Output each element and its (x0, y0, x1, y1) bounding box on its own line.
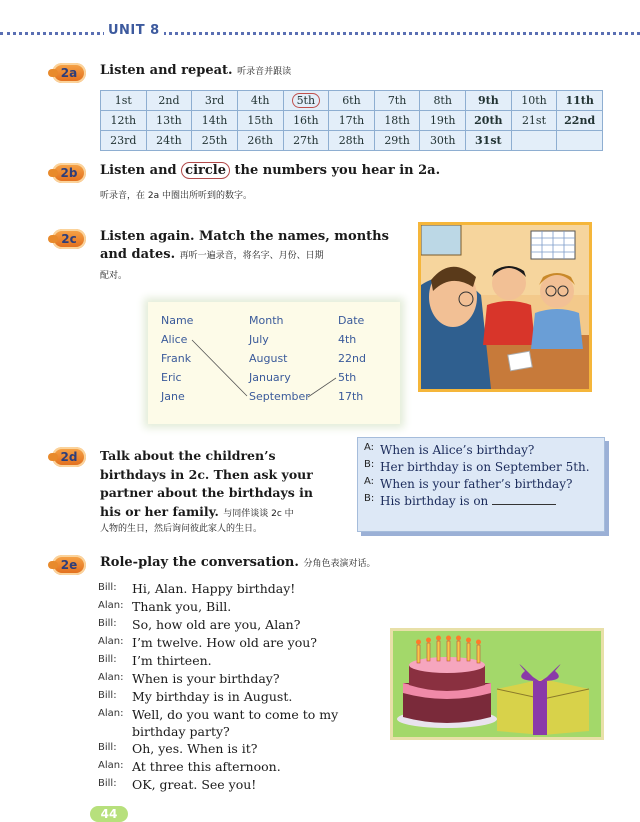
line-text: Well, do you want to come to my birthday party? (132, 707, 339, 739)
heading-2c-line2-cn: 再听一遍录音，将名字、月份、日期 (179, 251, 324, 261)
ordinal-cell (511, 131, 557, 151)
heading-2e-text: Role-play the conversation. (100, 555, 299, 570)
ordinal-cell (101, 111, 147, 131)
page-number: 44 (90, 806, 128, 822)
header-name: Name (161, 314, 194, 327)
conversation-line (98, 706, 378, 740)
month-item: January (249, 371, 291, 384)
speaker: Bill: (98, 582, 117, 593)
ordinal-cell (420, 91, 466, 111)
ordinal-text: 29th (384, 134, 410, 147)
ordinal-text: 1st (114, 94, 132, 107)
line-text: I’m thirteen. (132, 653, 212, 668)
ordinal-cell (466, 91, 512, 111)
conversation-line (98, 634, 378, 652)
ordinal-text: 8th (433, 94, 452, 107)
conversation (98, 580, 378, 794)
line-text: I’m twelve. How old are you? (132, 635, 317, 650)
ordinal-cell (374, 131, 420, 151)
ordinal-text: 20th (474, 114, 503, 127)
line-text: Thank you, Bill. (132, 599, 232, 614)
ordinal-cell (466, 111, 512, 131)
ordinal-text: 25th (201, 134, 228, 147)
answer-blank (492, 493, 556, 505)
dialog-line (364, 493, 598, 510)
heading-2e-cn: 分角色表演对话。 (303, 559, 376, 569)
ordinal-cell (146, 91, 192, 111)
speaker: Alan: (98, 672, 124, 683)
ordinal-text: 9th (477, 94, 499, 107)
ordinal-cell (511, 111, 557, 131)
ordinal-text: 22nd (564, 114, 596, 127)
match-line-september-5th (308, 378, 336, 397)
instruction-2d-line: Talk about the children’s (100, 448, 276, 463)
ordinal-cell (283, 91, 329, 111)
conversation-line (98, 670, 378, 688)
ordinal-cell (146, 131, 192, 151)
ordinal-text: 12th (110, 114, 137, 127)
ordinal-text: 17th (338, 114, 365, 127)
instruction-2b-cn: 听录音，在 2a 中圈出所听到的数字。 (100, 191, 252, 201)
ordinal-cell (420, 111, 466, 131)
ordinal-cell (329, 111, 375, 131)
ordinal-cell (192, 111, 238, 131)
speaker: Bill: (98, 618, 117, 629)
dialog-speaker: A: (364, 476, 375, 487)
ordinal-text: 27th (293, 134, 319, 147)
ordinal-text: 13th (156, 114, 182, 127)
dialog-speaker: B: (364, 459, 375, 470)
ordinal-text: 24th (156, 134, 182, 147)
ordinal-cell (511, 91, 557, 111)
line-text: Oh, yes. When is it? (132, 741, 258, 756)
instruction-2d-line (100, 503, 330, 522)
unit-header (0, 23, 640, 40)
heading-2a-text: Listen and repeat. (100, 63, 233, 78)
heading-2c-line2-text: and dates. (100, 247, 176, 262)
name-item: Frank (161, 352, 192, 365)
ordinal-cell (101, 131, 147, 151)
ordinal-cell (557, 131, 603, 151)
ordinal-cell (237, 111, 283, 131)
month-item: August (249, 352, 288, 365)
conversation-line (98, 758, 378, 776)
cake-gift-illustration (390, 628, 604, 740)
date-item: 4th (338, 333, 357, 346)
dialog-line (364, 476, 598, 493)
line-text: My birthday is in August. (132, 689, 293, 704)
name-item: Alice (161, 333, 188, 346)
name-item: Eric (161, 371, 182, 384)
instruction-2d-line4-cn: 与同伴谈谈 2c 中 (223, 508, 294, 519)
heading-2b-before: Listen and (100, 163, 177, 178)
ordinal-text: 11th (565, 94, 594, 107)
ordinal-cell (466, 131, 512, 151)
dialog-speaker: A: (364, 442, 375, 453)
instruction-2d-cn: 人物的生日，然后询问彼此家人的生日。 (100, 524, 263, 534)
heading-2a (100, 63, 291, 78)
ordinal-cell (329, 131, 375, 151)
ordinal-text: 18th (384, 114, 410, 127)
dates-table-row (101, 111, 603, 131)
name-item: Jane (161, 390, 185, 403)
ordinal-cell (329, 91, 375, 111)
date-item: 22nd (338, 352, 366, 365)
header-date: Date (338, 314, 365, 327)
conversation-line (98, 776, 378, 794)
speaker: Bill: (98, 690, 117, 701)
badge-2e: 2e (52, 555, 86, 575)
ordinal-cell (374, 91, 420, 111)
ordinal-text: 2nd (158, 94, 180, 107)
unit-label: UNIT 8 (104, 23, 164, 38)
ordinal-text: 21st (521, 114, 546, 127)
dialog-text: His birthday is on (380, 494, 489, 508)
conversation-line (98, 598, 378, 616)
ordinal-cell (237, 131, 283, 151)
ordinal-text: 3rd (204, 94, 225, 107)
heading-2b-circle-word: circle (181, 162, 230, 179)
dialog-text: Her birthday is on September 5th. (380, 460, 590, 474)
dialog-line (364, 442, 598, 459)
speaker: Alan: (98, 636, 124, 647)
conversation-line (98, 688, 378, 706)
month-item: September (249, 390, 310, 403)
date-item: 17th (338, 390, 364, 403)
date-item: 5th (338, 371, 357, 384)
ordinal-text: 5th (292, 93, 321, 108)
instruction-2d (100, 447, 330, 534)
heading-2e (100, 555, 375, 570)
ordinal-cell (374, 111, 420, 131)
matching-box (148, 302, 400, 424)
ordinal-text: 15th (247, 114, 273, 127)
speaker: Bill: (98, 742, 117, 753)
instruction-2d-line: birthdays in 2c. Then ask your (100, 466, 313, 482)
badge-2a: 2a (52, 63, 86, 83)
speaker: Alan: (98, 760, 124, 771)
speaker: Bill: (98, 654, 117, 665)
sample-dialog-box (357, 437, 605, 532)
ordinal-cell (283, 131, 329, 151)
ordinal-cell (192, 131, 238, 151)
month-item: July (249, 333, 269, 346)
header-month: Month (249, 314, 284, 327)
ordinal-cell (237, 91, 283, 111)
dialog-text: When is Alice’s birthday? (380, 443, 535, 457)
speaker: Alan: (98, 600, 124, 611)
dotted-rule (0, 32, 640, 35)
ordinal-cell (557, 111, 603, 131)
line-text: OK, great. See you! (132, 777, 257, 792)
instruction-2d-line: partner about the birthdays in (100, 485, 314, 500)
match-line-alice-september (192, 340, 247, 396)
ordinal-cell (146, 111, 192, 131)
people-illustration (418, 222, 592, 392)
dialog-line (364, 459, 598, 476)
heading-2b-after: the numbers you hear in 2a. (234, 163, 441, 178)
cake-gift-art (393, 631, 601, 737)
conversation-line (98, 580, 378, 598)
conversation-line (98, 740, 378, 758)
ordinal-cell (420, 131, 466, 151)
ordinal-cell (101, 91, 147, 111)
ordinal-text: 23rd (110, 134, 137, 147)
people-illustration-art (421, 225, 589, 389)
dates-table-row (101, 131, 603, 151)
ordinal-text: 6th (342, 94, 361, 107)
heading-2c-line2 (100, 247, 324, 262)
badge-2c: 2c (52, 229, 86, 249)
ordinal-text: 7th (387, 94, 407, 107)
ordinal-text: 26th (247, 134, 273, 147)
ordinal-text: 30th (429, 134, 456, 147)
dialog-speaker: B: (364, 493, 375, 504)
ordinal-text: 31st (475, 134, 502, 147)
badge-2d: 2d (52, 447, 86, 467)
line-text: At three this afternoon. (132, 759, 281, 774)
ordinal-text: 14th (201, 114, 228, 127)
ordinal-text: 28th (338, 134, 365, 147)
ordinal-text: 4th (250, 94, 270, 107)
conversation-line (98, 652, 378, 670)
heading-2b (100, 163, 440, 178)
ordinal-text: 19th (429, 114, 456, 127)
ordinal-text: 16th (293, 114, 319, 127)
ordinal-cell (557, 91, 603, 111)
line-text: When is your birthday? (132, 671, 280, 686)
heading-2a-cn: 听录音并跟读 (237, 67, 292, 77)
heading-2c-line1: Listen again. Match the names, months (100, 229, 389, 244)
conversation-line (98, 616, 378, 634)
ordinal-cell (283, 111, 329, 131)
dialog-text: When is your father’s birthday? (380, 477, 573, 491)
speaker: Alan: (98, 708, 124, 719)
dates-table-row (101, 91, 603, 111)
badge-2b: 2b (52, 163, 86, 183)
line-text: So, how old are you, Alan? (132, 617, 301, 632)
ordinal-text: 10th (521, 94, 547, 107)
instruction-2d-line4-text: his or her family. (100, 503, 219, 519)
line-text: Hi, Alan. Happy birthday! (132, 581, 296, 596)
match-lines (148, 302, 400, 424)
speaker: Bill: (98, 778, 117, 789)
ordinal-cell (192, 91, 238, 111)
ordinal-dates-table (100, 90, 603, 151)
instruction-2c-cn: 配对。 (100, 271, 128, 281)
